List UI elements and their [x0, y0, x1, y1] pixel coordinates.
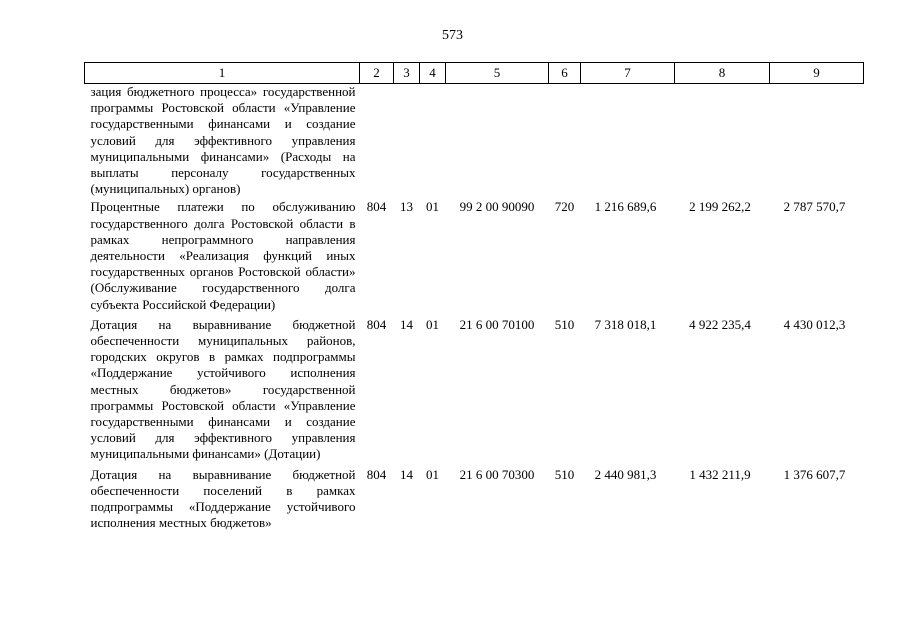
cell-amount-year2: 4 922 235,4: [689, 316, 751, 332]
budget-table: [84, 62, 864, 533]
row-description: Дотация на выравнивание бюджетной обеспеченности поселений в рамках подпрограммы «Поддержание устойчивого исполнения местных бюджетов»: [90, 466, 356, 531]
cell-gr: 804: [366, 199, 387, 215]
table-row: [85, 197, 864, 314]
cell-rz: 14: [400, 466, 413, 482]
cell-vr: 510: [554, 466, 575, 482]
row-description: Процентные платежи по обслуживанию государственного долга Ростовской области в рамках непрограммного направления деятельности «Реализация функций иных государственных органов Ростовской области» (Обслуживание государственного долга субъекта Российской Федерации): [90, 199, 356, 312]
cell-amount-year2: 2 199 262,2: [689, 199, 751, 215]
cell-vr: 510: [554, 316, 575, 332]
cell-amount-year3: 4 430 012,3: [783, 316, 846, 332]
continuation-row: [85, 84, 864, 198]
header-cell-7: 7: [581, 63, 675, 84]
header-cell-6: 6: [549, 63, 581, 84]
cell-pr: 01: [426, 199, 439, 215]
cell-rz: 13: [400, 199, 413, 215]
cell-amount-year1: 2 440 981,3: [594, 466, 657, 482]
cell-amount-year1: 1 216 689,6: [594, 199, 657, 215]
header-cell-9: 9: [770, 63, 864, 84]
page-number: 573: [442, 28, 463, 43]
header-cell-2: 2: [360, 63, 394, 84]
cell-amount-year2: 1 432 211,9: [689, 466, 751, 482]
table-body: [85, 84, 864, 534]
table-header: [85, 63, 864, 84]
header-cell-4: 4: [420, 63, 446, 84]
cell-pr: 01: [426, 316, 439, 332]
row-description: зация бюджетного процесса» государственной программы Ростовской области «Управление государственными финансами и создание условий для эффективного управления муниципальными финансами» (Расходы на выплаты персоналу государственных (муниципальных) органов): [90, 84, 356, 197]
table-row: [85, 315, 864, 465]
cell-amount-year1: 7 318 018,1: [594, 316, 657, 332]
table-row: [85, 465, 864, 534]
cell-csr: 21 6 00 70300: [459, 466, 535, 482]
cell-amount-year3: 2 787 570,7: [783, 199, 846, 215]
header-cell-3: 3: [394, 63, 420, 84]
cell-pr: 01: [426, 466, 439, 482]
cell-vr: 720: [554, 199, 575, 215]
header-cell-8: 8: [675, 63, 770, 84]
header-cell-1: 1: [85, 63, 360, 84]
row-description: Дотация на выравнивание бюджетной обеспеченности муниципальных районов, городских округов в рамках подпрограммы «Поддержание устойчивого исполнения местных бюджетов» государственной программы Ростовской области «Управление государственными финансами и создание условий для эффективного управления муниципальными финансами» (Дотации): [90, 316, 356, 462]
cell-amount-year3: 1 376 607,7: [783, 466, 846, 482]
cell-gr: 804: [366, 466, 387, 482]
cell-csr: 21 6 00 70100: [459, 316, 535, 332]
cell-gr: 804: [366, 316, 387, 332]
cell-rz: 14: [400, 316, 413, 332]
header-cell-5: 5: [446, 63, 549, 84]
cell-csr: 99 2 00 90090: [459, 199, 535, 215]
header-row: [85, 63, 864, 84]
